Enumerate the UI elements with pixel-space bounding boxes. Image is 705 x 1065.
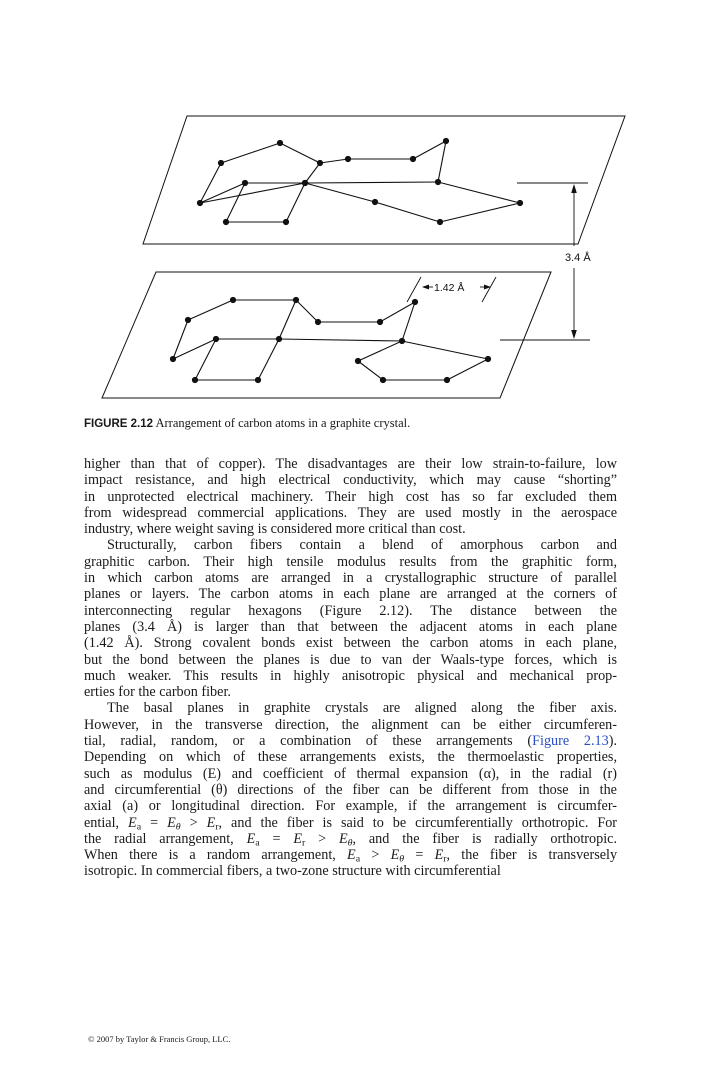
carbon-atom bbox=[315, 319, 321, 325]
carbon-atom bbox=[277, 140, 283, 146]
carbon-atom bbox=[293, 297, 299, 303]
carbon-atom bbox=[242, 180, 248, 186]
text-line: graphitic carbon. Their high tensile modulus results from the graphitic form, bbox=[84, 553, 617, 570]
carbon-bond bbox=[226, 183, 245, 222]
text-line: tial, radial, random, or a combination of these arrangements (Figure 2.13). bbox=[84, 733, 617, 750]
text-line: but the bond between the planes is due to van der Waals-type forces, which is bbox=[84, 651, 617, 668]
carbon-atom bbox=[377, 319, 383, 325]
text-line: planes or layers. The carbon atoms in each plane are arranged at the corners of bbox=[84, 586, 617, 603]
carbon-atom bbox=[345, 156, 351, 162]
carbon-bond bbox=[305, 163, 320, 183]
carbon-bond bbox=[188, 300, 233, 320]
text-line: axial (a) or longitudinal direction. For example, if the arrangement is circumfer- bbox=[84, 798, 617, 815]
carbon-atom bbox=[410, 156, 416, 162]
carbon-bond bbox=[279, 339, 402, 341]
text-line: However, in the transverse direction, the alignment can be either circumferen- bbox=[84, 716, 617, 733]
figure-label: FIGURE 2.12 bbox=[84, 418, 154, 430]
carbon-atom bbox=[485, 356, 491, 362]
text-line: much weaker. This results in highly anisotropic physical and mechanical prop- bbox=[84, 667, 617, 684]
carbon-bond bbox=[286, 183, 305, 222]
carbon-bond bbox=[358, 341, 402, 361]
text-line: and circumferential (θ) directions of the fiber can be different from those in the bbox=[84, 781, 617, 798]
carbon-bond bbox=[280, 143, 320, 163]
text-line: interconnecting regular hexagons (Figure 2.12). The distance between the bbox=[84, 602, 617, 619]
carbon-atom bbox=[355, 358, 361, 364]
text-line: When there is a random arrangement, $E_a > E_\theta = E_r$, the fiber is transversely bbox=[84, 847, 618, 865]
carbon-bond bbox=[438, 141, 446, 182]
carbon-atom bbox=[517, 200, 523, 206]
body-text bbox=[84, 456, 617, 880]
carbon-bond bbox=[279, 300, 296, 339]
carbon-bond bbox=[358, 361, 383, 380]
carbon-atom bbox=[223, 219, 229, 225]
figure-caption bbox=[84, 415, 624, 432]
text-line: isotropic. In commercial fibers, a two-zone structure with circumferential bbox=[84, 863, 501, 880]
copyright-notice: © 2007 by Taylor & Francis Group, LLC. bbox=[88, 1034, 231, 1044]
carbon-atom bbox=[372, 199, 378, 205]
text-line: planes (3.4 Å) is larger than that between the adjacent atoms in each plane bbox=[84, 618, 617, 635]
text-line: higher than that of copper). The disadvantages are their low strain-to-failure, low bbox=[84, 456, 617, 472]
carbon-atom bbox=[192, 377, 198, 383]
figure-2-13-link[interactable]: Figure 2.13 bbox=[532, 733, 609, 750]
text-line: (1.42 Å). Strong covalent bonds exist between the carbon atoms in each plane, bbox=[84, 635, 617, 652]
text-line: the radial arrangement, $E_a = E_r > E_\theta$, and the fiber is radially orthotropic. bbox=[84, 830, 618, 849]
text-line: industry, where weight saving is considered more critical than cost. bbox=[84, 521, 466, 538]
radial-relation: $E_a = E_r > E_\theta$ bbox=[246, 830, 353, 849]
text-line: erties for the carbon fiber. bbox=[84, 684, 231, 701]
text-line: Depending on which of these arrangements exists, the thermoelastic properties, bbox=[84, 749, 617, 766]
carbon-bond bbox=[375, 202, 440, 222]
text-line: such as modulus (E) and coefficient of thermal expansion (α), in the radial (r) bbox=[84, 765, 617, 782]
carbon-bond bbox=[296, 300, 318, 322]
carbon-atom bbox=[444, 377, 450, 383]
carbon-atom bbox=[412, 299, 418, 305]
interlayer-spacing-label: 3.4 Å bbox=[565, 252, 591, 264]
figure-caption-text: Arrangement of carbon atoms in a graphite crystal. bbox=[155, 416, 411, 430]
upper-hexagon-lattice bbox=[197, 138, 523, 225]
carbon-atom bbox=[437, 219, 443, 225]
carbon-atom bbox=[443, 138, 449, 144]
carbon-bond bbox=[438, 182, 520, 203]
carbon-atom bbox=[302, 180, 308, 186]
carbon-bond bbox=[200, 183, 245, 203]
carbon-atom bbox=[255, 377, 261, 383]
carbon-atom bbox=[435, 179, 441, 185]
carbon-bond bbox=[413, 141, 446, 159]
carbon-atom bbox=[213, 336, 219, 342]
carbon-atom bbox=[185, 317, 191, 323]
carbon-atom bbox=[380, 377, 386, 383]
carbon-bond bbox=[305, 182, 438, 183]
upper-basal-plane bbox=[143, 116, 625, 244]
carbon-bond bbox=[200, 163, 221, 203]
carbon-atom bbox=[283, 219, 289, 225]
random-relation: $E_a > E_\theta = E_r$ bbox=[347, 847, 447, 865]
text-line: ential, $E_a = E_\theta > E_r$, and the fiber is said to be circumferentially orthotropic. For bbox=[84, 814, 618, 833]
text-line: in unprotected electrical machinery. Their high cost has so far excluded them bbox=[84, 488, 617, 505]
text-line: impact resistance, and high electrical conductivity, which may cause “shorting” bbox=[84, 472, 617, 489]
carbon-atom bbox=[317, 160, 323, 166]
text-line: The basal planes in graphite crystals are aligned along the fiber axis. bbox=[107, 700, 617, 717]
carbon-atom bbox=[197, 200, 203, 206]
text-line: from widespread commercial applications. They are used mostly in the aerospace bbox=[84, 504, 617, 521]
lower-hexagon-lattice bbox=[170, 297, 491, 383]
carbon-atom bbox=[276, 336, 282, 342]
carbon-bond bbox=[258, 339, 279, 380]
carbon-bond bbox=[195, 339, 216, 380]
carbon-atom bbox=[230, 297, 236, 303]
text-line: in which carbon atoms are arranged in a crystallographic structure of parallel bbox=[84, 570, 617, 587]
carbon-bond bbox=[221, 143, 280, 163]
carbon-bond bbox=[447, 359, 488, 380]
carbon-atom bbox=[399, 338, 405, 344]
bond-length-label: 1.42 Å bbox=[434, 282, 465, 294]
carbon-bond bbox=[440, 203, 520, 222]
carbon-bond bbox=[402, 341, 488, 359]
text-line: Structurally, carbon fibers contain a blend of amorphous carbon and bbox=[107, 537, 617, 554]
graphite-crystal-figure bbox=[0, 0, 705, 410]
carbon-atom bbox=[218, 160, 224, 166]
lower-basal-plane bbox=[102, 272, 551, 398]
carbon-atom bbox=[170, 356, 176, 362]
carbon-bond bbox=[200, 183, 305, 203]
carbon-bond bbox=[320, 159, 348, 163]
circumferential-relation: $E_a = E_\theta > E_r$ bbox=[128, 814, 219, 833]
carbon-bond bbox=[305, 183, 375, 202]
